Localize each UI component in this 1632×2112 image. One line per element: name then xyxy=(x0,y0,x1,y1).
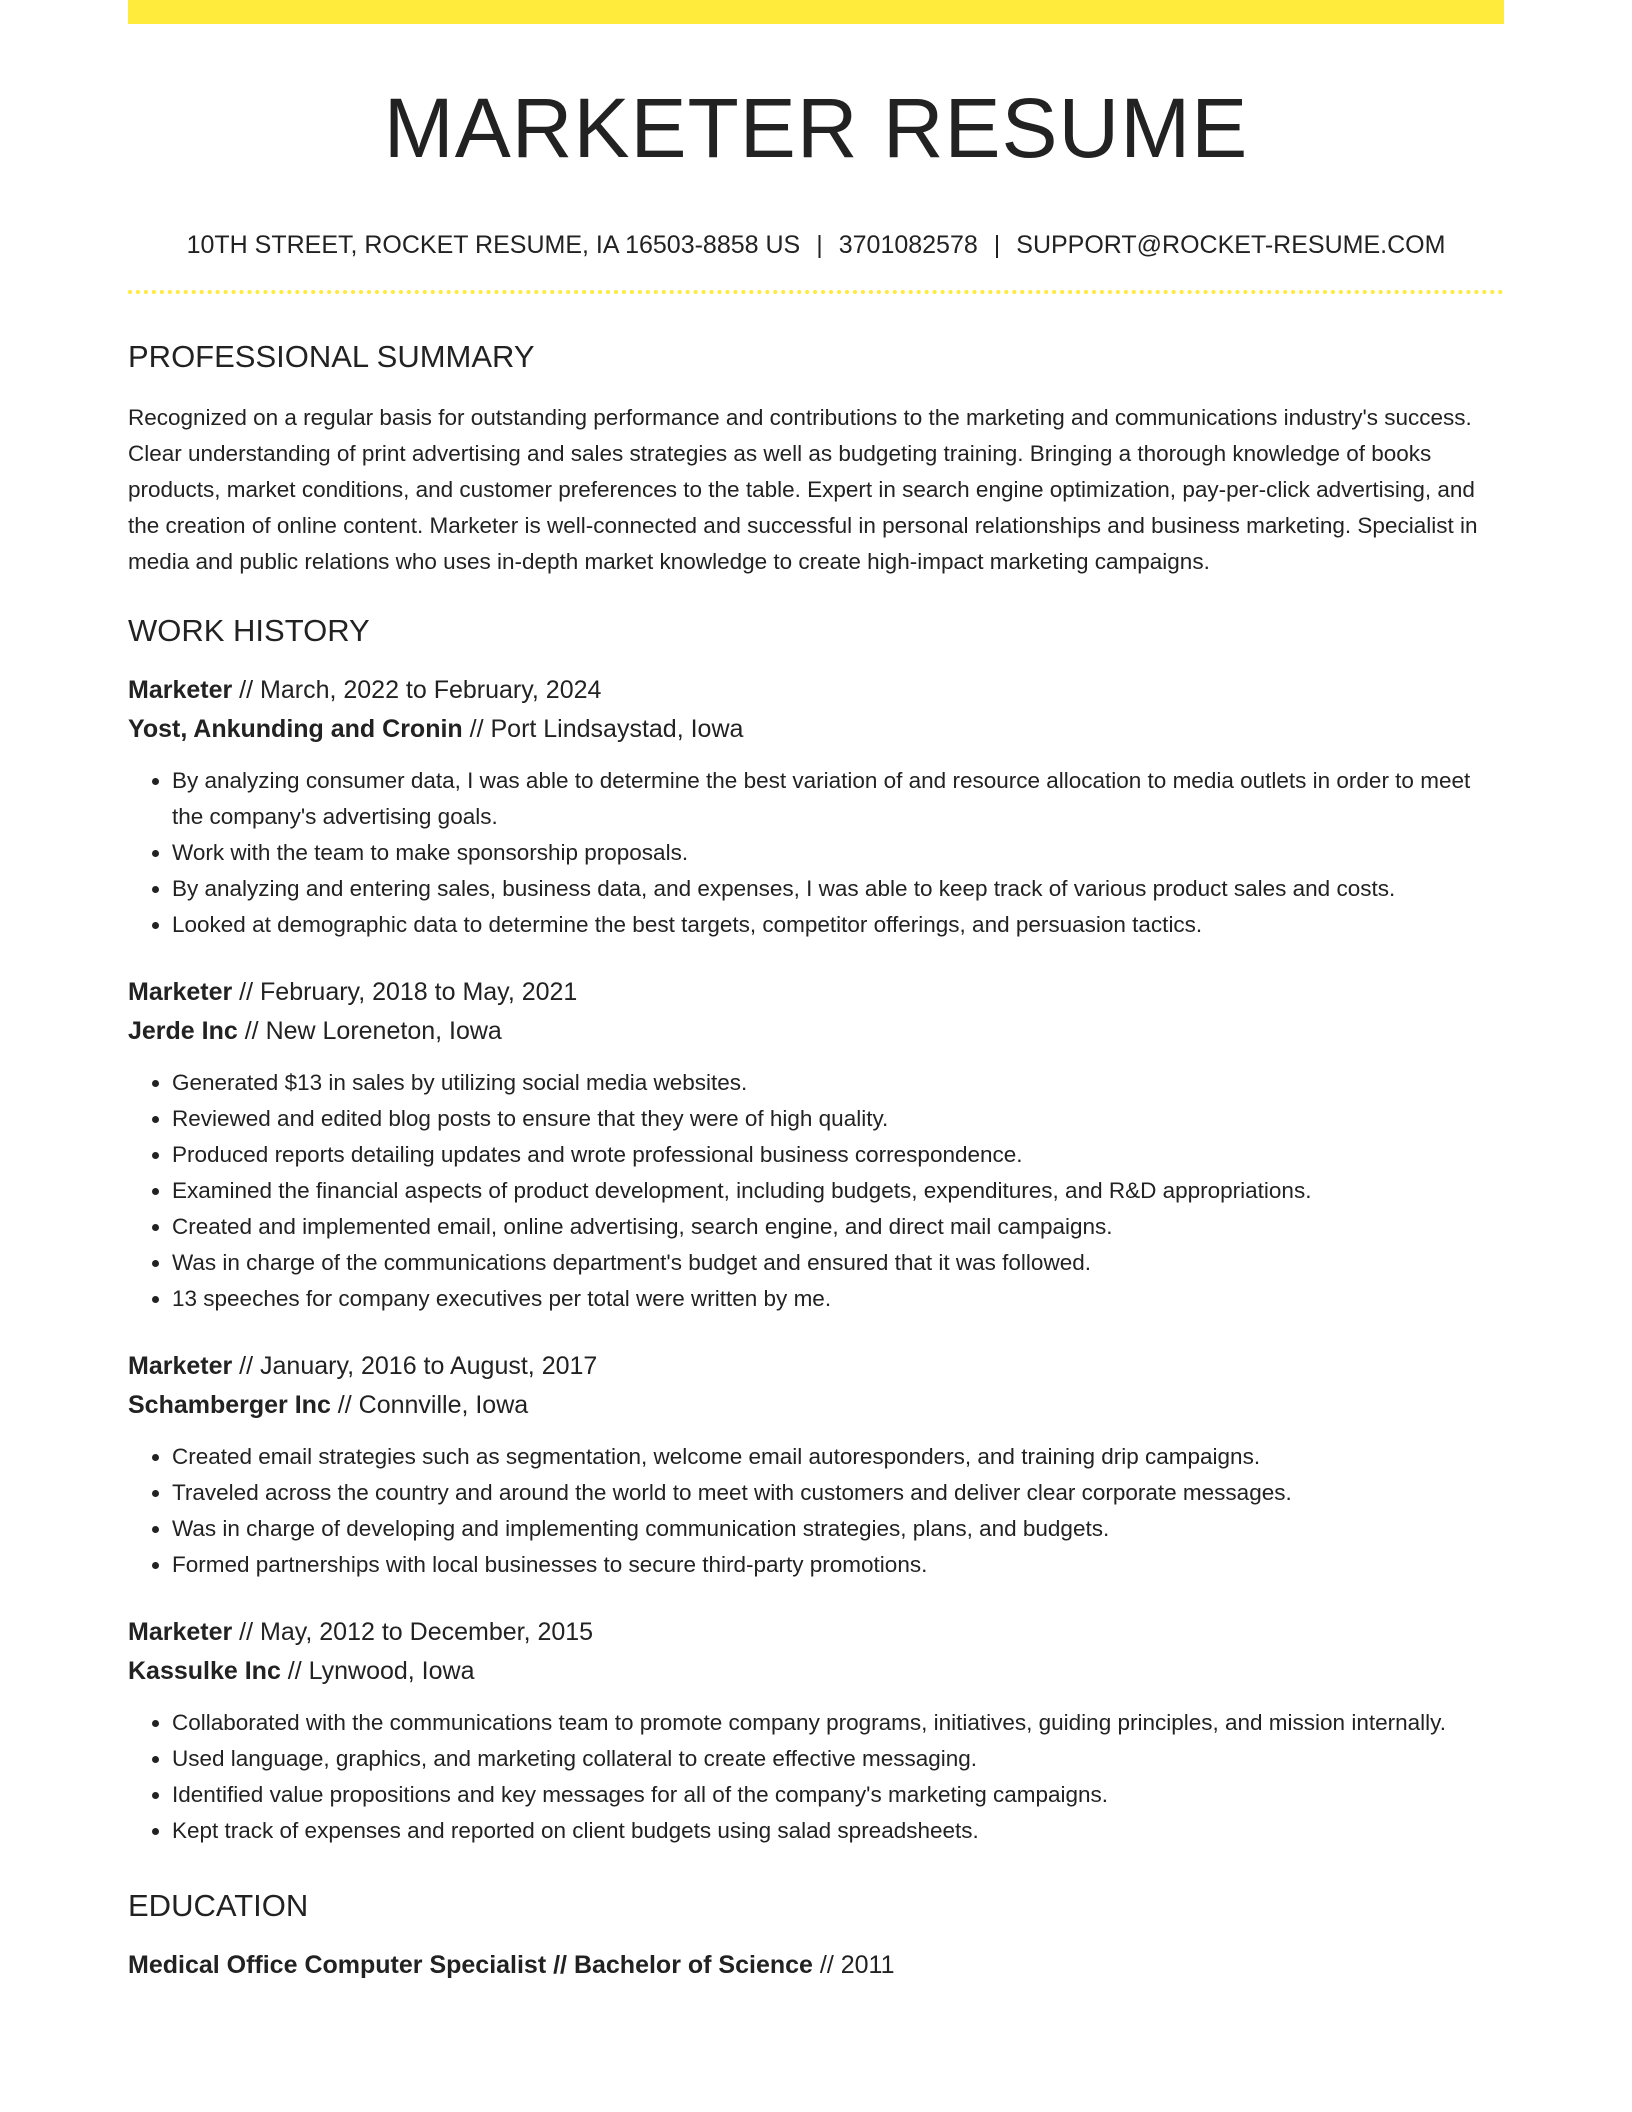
job-bullet-list xyxy=(128,1065,1504,1317)
job-entry xyxy=(128,1613,1504,1849)
email-text: SUPPORT@ROCKET-RESUME.COM xyxy=(1016,231,1446,260)
address-text: 10TH STREET, ROCKET RESUME, IA 16503-8858 US xyxy=(186,231,801,260)
work-history-heading: WORK HISTORY xyxy=(128,612,370,648)
job-company-line xyxy=(128,1386,1504,1425)
job-bullet: • Identified value propositions and key messages for all of the company's marketing campaigns. xyxy=(172,1777,1504,1813)
job-role-line xyxy=(128,1347,1504,1386)
job-entry xyxy=(128,671,1504,943)
job-dates: // February, 2018 to May, 2021 xyxy=(232,977,578,1006)
job-bullet: • By analyzing consumer data, I was able to determine the best variation of and resource allocation to media outlets in order to meet the company's advertising goals. xyxy=(172,763,1504,835)
job-location: // Connville, Iowa xyxy=(330,1390,529,1419)
job-role-line xyxy=(128,671,1504,710)
resume-page xyxy=(128,0,1504,1985)
job-role: Marketer xyxy=(128,675,233,704)
job-bullet: • Used language, graphics, and marketing collateral to create effective messaging. xyxy=(172,1741,1504,1777)
job-entry xyxy=(128,1347,1504,1583)
job-role: Marketer xyxy=(128,977,233,1006)
job-bullet: • Produced reports detailing updates and wrote professional business correspondence. xyxy=(172,1137,1504,1173)
job-location: // Lynwood, Iowa xyxy=(280,1656,475,1685)
job-dates: // March, 2022 to February, 2024 xyxy=(232,675,602,704)
job-bullet: • Collaborated with the communications team to promote company programs, initiatives, guiding principles, and mission internally. xyxy=(172,1705,1504,1741)
job-bullet: • Traveled across the country and around the world to meet with customers and deliver clear corporate messages. xyxy=(172,1475,1504,1511)
job-bullet: • Examined the financial aspects of product development, including budgets, expenditures, and R&D appropriations. xyxy=(172,1173,1504,1209)
phone-text: 3701082578 xyxy=(838,231,978,260)
job-bullet: • Generated $13 in sales by utilizing social media websites. xyxy=(172,1065,1504,1101)
top-accent-bar xyxy=(128,0,1504,24)
job-location: // New Loreneton, Iowa xyxy=(237,1016,502,1045)
job-role-line xyxy=(128,1613,1504,1652)
education-year: // 2011 xyxy=(812,1950,895,1979)
contact-separator: | xyxy=(816,231,823,260)
job-bullet-list xyxy=(128,1439,1504,1583)
education-degree: Medical Office Computer Specialist // Bachelor of Science xyxy=(128,1950,813,1979)
summary-heading: PROFESSIONAL SUMMARY xyxy=(128,339,535,375)
job-bullet: • 13 speeches for company executives per total were written by me. xyxy=(172,1281,1504,1317)
resume-title: MARKETER RESUME xyxy=(383,81,1249,175)
job-role-line xyxy=(128,973,1504,1012)
job-entry xyxy=(128,973,1504,1317)
education-heading: EDUCATION xyxy=(128,1887,309,1923)
job-role: Marketer xyxy=(128,1351,233,1380)
job-role: Marketer xyxy=(128,1617,233,1646)
job-bullet: • Kept track of expenses and reported on client budgets using salad spreadsheets. xyxy=(172,1813,1504,1849)
job-dates: // May, 2012 to December, 2015 xyxy=(232,1617,594,1646)
job-company: Schamberger Inc xyxy=(128,1390,331,1419)
job-bullet: • Formed partnerships with local businesses to secure third-party promotions. xyxy=(172,1547,1504,1583)
job-location: // Port Lindsaystad, Iowa xyxy=(462,714,744,743)
job-company: Kassulke Inc xyxy=(128,1656,281,1685)
job-bullet: • Created and implemented email, online advertising, search engine, and direct mail campaigns. xyxy=(172,1209,1504,1245)
education-line xyxy=(128,1946,1504,1985)
job-company: Yost, Ankunding and Cronin xyxy=(128,714,463,743)
job-bullet-list xyxy=(128,1705,1504,1849)
job-company-line xyxy=(128,1012,1504,1051)
job-bullet: • Was in charge of the communications department's budget and ensured that it was followed. xyxy=(172,1245,1504,1281)
contact-line xyxy=(128,230,1504,260)
job-bullet: • Looked at demographic data to determine the best targets, competitor offerings, and persuasion tactics. xyxy=(172,907,1504,943)
job-bullet: • By analyzing and entering sales, business data, and expenses, I was able to keep track of various product sales and costs. xyxy=(172,871,1504,907)
job-company-line xyxy=(128,1652,1504,1691)
job-bullet: • Reviewed and edited blog posts to ensure that they were of high quality. xyxy=(172,1101,1504,1137)
summary-paragraph: Recognized on a regular basis for outstanding performance and contributions to the marketing and communications industry's success. Clear understanding of print advertising and sales strategies as well as budgeting training. Bringing a thorough knowledge of books products, market conditions, and customer preferences to the table. Expert in search engine optimization, pay-per-click advertising, and the creation of online content. Marketer is well-connected and successful in personal relationships and business marketing. Specialist in media and public relations who uses in-depth market knowledge to create high-impact marketing campaigns. xyxy=(128,404,1478,574)
job-company: Jerde Inc xyxy=(128,1016,238,1045)
job-dates: // January, 2016 to August, 2017 xyxy=(232,1351,598,1380)
job-company-line xyxy=(128,710,1504,749)
job-bullet: • Was in charge of developing and implementing communication strategies, plans, and budgets. xyxy=(172,1511,1504,1547)
contact-separator: | xyxy=(993,231,1001,260)
job-bullet: • Work with the team to make sponsorship proposals. xyxy=(172,835,1504,871)
job-bullet-list xyxy=(128,763,1504,943)
dotted-divider xyxy=(128,290,1504,294)
job-bullet: • Created email strategies such as segmentation, welcome email autoresponders, and training drip campaigns. xyxy=(172,1439,1504,1475)
